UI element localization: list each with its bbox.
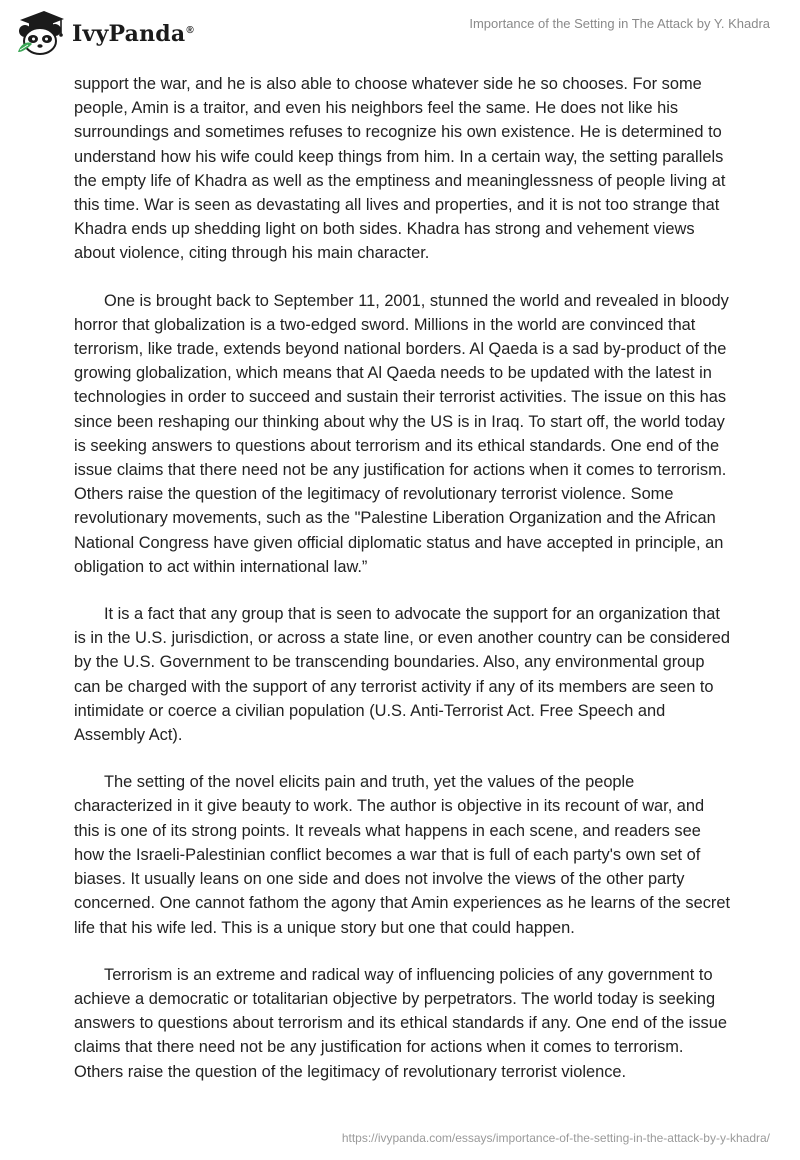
document-title: Importance of the Setting in The Attack by Y. Khadra <box>469 16 770 31</box>
essay-paragraph: It is a fact that any group that is seen to advocate the support for an organization that is in the U.S. jurisdiction, or across a state line, or even another country can be considered by the U.S. Government to be transcending boundaries. Also, any environmental group can be charged with the support of any terrorist activity if any of its members are seen to intimidate or coerce a civilian population (U.S. Anti-Terrorist Act. Free Speech and Assembly Act). <box>74 605 730 745</box>
ivypanda-logo[interactable] <box>14 8 194 58</box>
essay-body <box>74 72 734 1107</box>
brand-name <box>72 21 194 47</box>
source-url[interactable]: https://ivypanda.com/essays/importance-of-the-setting-in-the-attack-by-y-khadra/ <box>341 1131 770 1145</box>
essay-paragraph: The setting of the novel elicits pain and truth, yet the values of the people characterized in it give beauty to work. The author is objective in its recount of war, and this is one of its strong points. It reveals what happens in each scene, and readers see how the Israeli-Palestinian conflict becomes a war that is full of each party's own set of biases. It usually leans on one side and does not involve the views of the other party concerned. One cannot fathom the agony that Amin experiences as he learns of the secret life that his wife led. This is a unique story but one that could happen. <box>74 773 731 937</box>
panda-graduate-icon <box>14 8 66 58</box>
brand-registered-mark: ® <box>186 24 194 36</box>
essay-paragraph: One is brought back to September 11, 2001, stunned the world and revealed in bloody horror that globalization is a two-edged sword. Millions in the world are convinced that terrorism, like trade, extends beyond national borders. Al Qaeda is a sad by-product of the growing globalization, which means that Al Qaeda needs to be updated with the latest in technologies in order to succeed and sustain their terrorist activities. The issue on this has since been reshaping our thinking about why the US is in Iraq. To start off, the world today is seeking answers to questions about terrorism and its ethical standards. One end of the issue claims that there need not be any justification for actions when it comes to terrorism. Others raise the question of the legitimacy of revolutionary terrorist violence. Some revolutionary movements, such as the "Palestine Liberation Organization and the African National Congress have given official diplomatic status and have accepted in principle, an obligation to act within international law.” <box>74 291 729 576</box>
page-header <box>0 0 800 70</box>
brand-label: IvyPanda <box>72 21 186 47</box>
essay-paragraph: Terrorism is an extreme and radical way of influencing policies of any government to achieve a democratic or totalitarian objective by perpetrators. The world today is seeking answers to questions about terrorism and its ethical standards if any. One end of the issue claims that there need not be any justification for actions when it comes to terrorism. Others raise the question of the legitimacy of revolutionary terrorist violence. <box>74 965 727 1081</box>
essay-paragraph: support the war, and he is also able to choose whatever side he so chooses. For some people, Amin is a traitor, and even his neighbors feel the same. He does not like his surroundings and sometimes refuses to recognize his own existence. He is determined to understand how his wife could keep things from him. In a certain way, the setting parallels the empty life of Khadra as well as the emptiness and meaninglessness of people living at this time. War is seen as devastating all lives and properties, and it is not too strange that Khadra ends up shedding light on both sides. Khadra has strong and vehement views about violence, citing through his main character. <box>74 75 726 263</box>
